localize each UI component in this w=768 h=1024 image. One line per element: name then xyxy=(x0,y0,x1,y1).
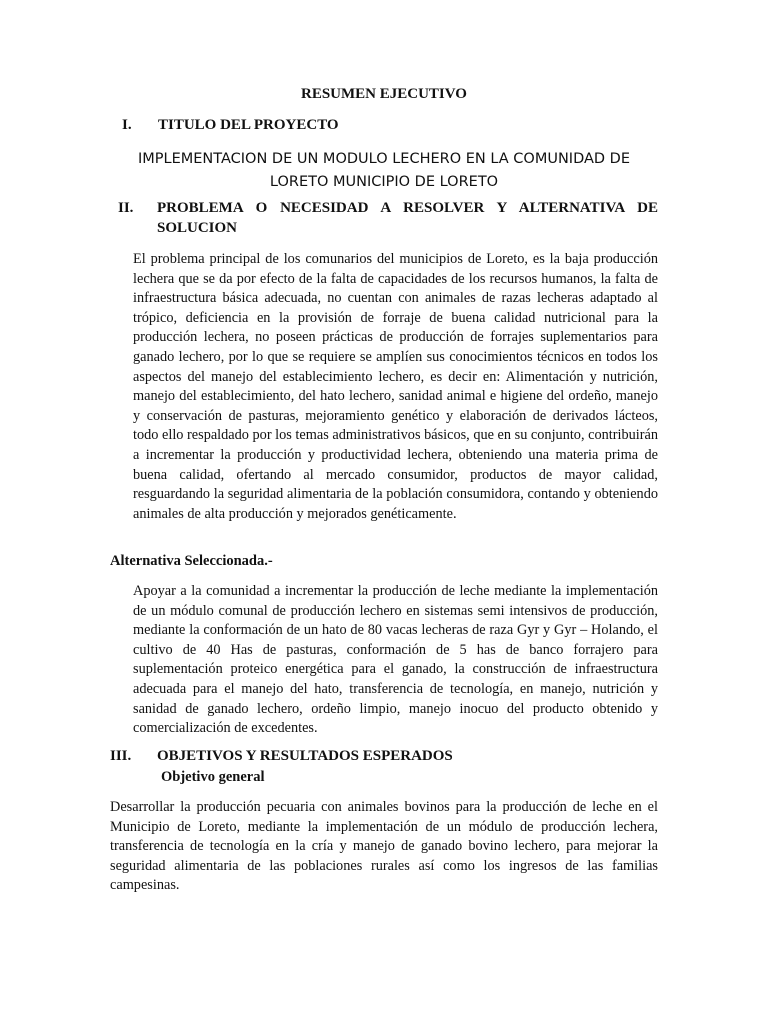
objective-paragraph: Desarrollar la producción pecuaria con animales bovinos para la producción de leche en el Municipio de Loreto, mediante la implementación de un módulo de producción lechera, transferencia de tecnología en la cría y manejo de ganado bovino lechero, para mejorar la seguridad alimentaria de las poblaciones rurales así como los ingresos de las familias campesinas. xyxy=(110,799,658,894)
section-1-number: I. xyxy=(122,117,132,133)
section-2-title: PROBLEMA O NECESIDAD A RESOLVER Y ALTERNATIVA DE SOLUCION xyxy=(157,200,658,236)
section-2-heading xyxy=(118,199,658,238)
project-name: IMPLEMENTACION DE UN MODULO LECHERO EN LA COMUNIDAD DE LORETO MUNICIPIO DE LORETO xyxy=(137,151,631,190)
alternative-heading: Alternativa Seleccionada.- xyxy=(110,553,273,569)
section-3-title: OBJETIVOS Y RESULTADOS ESPERADOS xyxy=(157,748,453,764)
section-1-title: TITULO DEL PROYECTO xyxy=(158,117,339,133)
section-3-number: III. xyxy=(110,748,132,764)
document-title: RESUMEN EJECUTIVO xyxy=(301,86,467,102)
alternative-paragraph: Apoyar a la comunidad a incrementar la producción de leche mediante la implementación de un módulo comunal de producción lechero en sistemas semi intensivos de producción, mediante la conformación de un hato de 80 vacas lecheras de raza Gyr y Gyr – Holando, el cultivo de 40 Has de pasturas, conformación de 5 has de banco forrajero para suplementación proteico energética para el ganado, la construcción de infraestructura adecuada para el manejo del hato, transferencia de tecnología, en manejo, nutrición y sanidad de ganado lechero, ordeño limpio, manejo inocuo del producto obtenido y comercialización de excedentes. xyxy=(133,583,658,737)
section-3-heading xyxy=(110,747,658,767)
section-1-heading xyxy=(122,116,662,136)
problem-paragraph: El problema principal de los comunarios del municipios de Loreto, es la baja producción lechera que se da por efecto de la falta de capacidades de los recursos humanos, la falta de infraestructura básica adecuada, no cuentan con animales de razas lecheras adaptado al trópico, deficiencia en la provisión de forraje de buena calidad nutricional para la producción lechera, no poseen prácticas de producción de forrajes suplementarios para ganado lechero, por lo que se requiere se amplíen sus conocimientos técnicos en todos los aspectos del manejo del establecimiento lechero, es decir en: Alimentación y nutrición, manejo del establecimiento, del hato lechero, sanidad animal e higiene del ordeño, manejo y conservación de pasturas, mejoramiento genético y elaboración de derivados lácteos, todo ello respaldado por los temas administrativos básicos, que en su conjunto, contribuirán a incrementar la producción y productividad lechera, obteniendo una materia prima de buena calidad, ofertando al mercado consumidor, productos de mayor calidad, resguardando la seguridad alimentaria de la población consumidora, contando y obteniendo animales de alta producción y mejorados genéticamente. xyxy=(133,251,658,522)
objective-general-heading: Objetivo general xyxy=(161,769,265,785)
section-2-number: II. xyxy=(118,200,134,216)
